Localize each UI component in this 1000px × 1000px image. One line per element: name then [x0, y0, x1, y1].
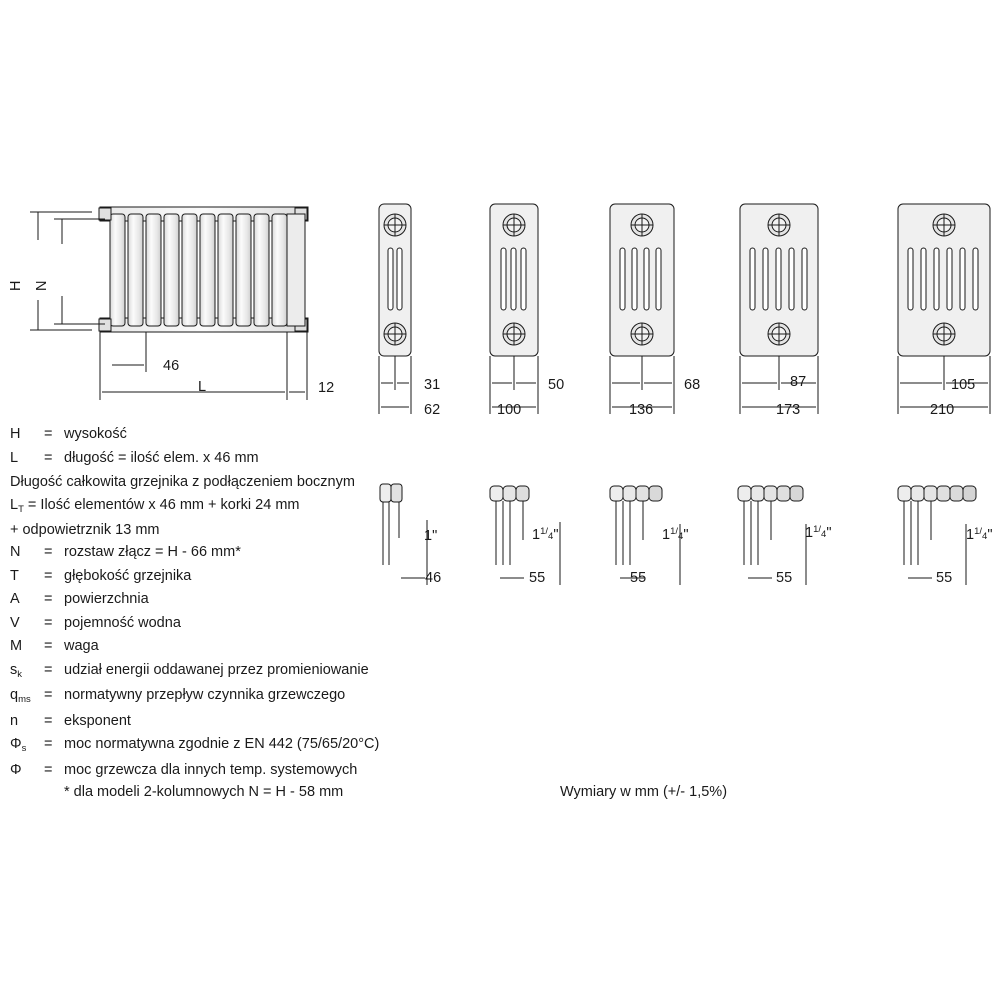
legend-item-N [10, 545, 470, 559]
label-depth-100: 100 [497, 402, 522, 418]
legend-item-qms [10, 688, 470, 704]
label-conn-55-c: 55 [776, 570, 793, 586]
legend-equals: = [44, 544, 53, 560]
legend-symbol: H [10, 426, 21, 442]
label-N: N [34, 280, 50, 291]
label-depth-105: 105 [951, 377, 976, 393]
label-H: H [8, 280, 24, 291]
legend-item-V [10, 616, 470, 630]
legend-total-length-note: Długość całkowita grzejnika z podłączeniem bocznym [10, 474, 355, 490]
legend-definition: moc normatywna zgodnie z EN 442 (75/65/20°C) [64, 736, 380, 752]
label-depth-173: 173 [776, 402, 801, 418]
symbol-legend [10, 427, 470, 800]
section-3-column [490, 204, 560, 585]
legend-item-H [10, 427, 470, 441]
legend-lt-rest: = Ilość elementów x 46 mm + korki 24 mm [23, 497, 300, 513]
legend-symbol: T [10, 567, 19, 584]
label-conn-55-b: 55 [630, 570, 647, 586]
legend-equals: = [44, 761, 53, 778]
label-pitch-46: 46 [163, 358, 180, 374]
legend-definition: pojemność wodna [64, 614, 181, 631]
legend-equals: = [44, 687, 53, 703]
label-depth-210: 210 [930, 402, 955, 418]
label-thread-1-1-4-b: $1^1/_4$" [662, 526, 689, 543]
legend-symbol: V [10, 614, 20, 631]
legend-definition: rozstaw złącz = H - 66 mm* [64, 544, 241, 560]
label-thread-1-1-4-c: $1^1/_4$" [805, 524, 832, 541]
label-depth-87: 87 [790, 374, 807, 390]
legend-definition: moc grzewcza dla innych temp. systemowych [64, 761, 358, 778]
legend-subscript: s [21, 743, 27, 754]
legend-item-LT [10, 497, 470, 515]
legend-item-A [10, 592, 470, 606]
legend-item-T [10, 569, 470, 583]
legend-subscript: ms [18, 694, 31, 705]
label-offset-12: 12 [318, 380, 335, 396]
label-depth-136: 136 [629, 402, 654, 418]
legend-equals: = [44, 567, 53, 584]
legend-definition: udział energii oddawanej przez promieniowanie [64, 661, 369, 678]
legend-equals: = [44, 736, 53, 752]
legend-equals: = [44, 591, 53, 607]
legend-equals: = [44, 638, 53, 654]
label-conn-55-a: 55 [529, 570, 546, 586]
label-conn-55-d: 55 [936, 570, 953, 586]
legend-footnote-2-column: * dla modeli 2-kolumnowych N = H - 58 mm [64, 784, 344, 800]
label-thread-1-1-4-d: $1^1/_4$" [966, 526, 993, 543]
label-depth-68: 68 [684, 377, 701, 393]
legend-symbol: M [10, 638, 23, 654]
label-thread-1: 1" [424, 528, 438, 544]
legend-definition: głębokość grzejnika [64, 567, 192, 584]
label-depth-50: 50 [548, 377, 565, 393]
legend-item-M [10, 639, 470, 653]
legend-item-n [10, 714, 470, 728]
legend-symbol: N [10, 544, 21, 560]
label-thread-1-1-4-a: $1^1/_4$" [532, 526, 559, 543]
legend-subscript-T: T [18, 504, 24, 515]
legend-symbol: Φ [10, 761, 22, 778]
legend-item-sk [10, 663, 470, 679]
label-length-L: L [198, 379, 207, 395]
legend-symbol: $s_k$ [10, 661, 22, 680]
legend-symbol: n [10, 712, 19, 729]
label-depth-31: 31 [424, 377, 441, 393]
legend-symbol: $\Phi_s$ [10, 736, 27, 754]
legend-subscript: k [17, 668, 22, 680]
legend-symbol-LT: L [10, 497, 19, 513]
label-depth-62: 62 [424, 402, 441, 418]
legend-symbol: A [10, 591, 20, 607]
legend-definition: wysokość [64, 426, 127, 442]
legend-equals: = [44, 712, 53, 729]
legend-symbol: L [10, 449, 19, 466]
legend-equals: = [44, 661, 53, 678]
legend-equals: = [44, 449, 53, 466]
legend-definition: powierzchnia [64, 591, 149, 607]
legend-equals: = [44, 614, 53, 631]
legend-definition: normatywny przepływ czynnika grzewczego [64, 687, 346, 703]
legend-item-L [10, 451, 470, 465]
legend-definition: waga [64, 638, 99, 654]
label-conn-46: 46 [425, 570, 442, 586]
legend-item-phi-s [10, 737, 470, 753]
legend-item-phi [10, 763, 470, 777]
legend-equals: = [44, 426, 53, 442]
legend-definition: długość = ilość elem. x 46 mm [64, 449, 259, 466]
legend-vent-note: + odpowietrznik 13 mm [10, 522, 160, 538]
legend-definition: eksponent [64, 712, 131, 729]
dimensions-unit-note: Wymiary w mm (+/- 1,5%) [560, 784, 728, 800]
legend-symbol: $q_{ms}$ [10, 687, 31, 705]
